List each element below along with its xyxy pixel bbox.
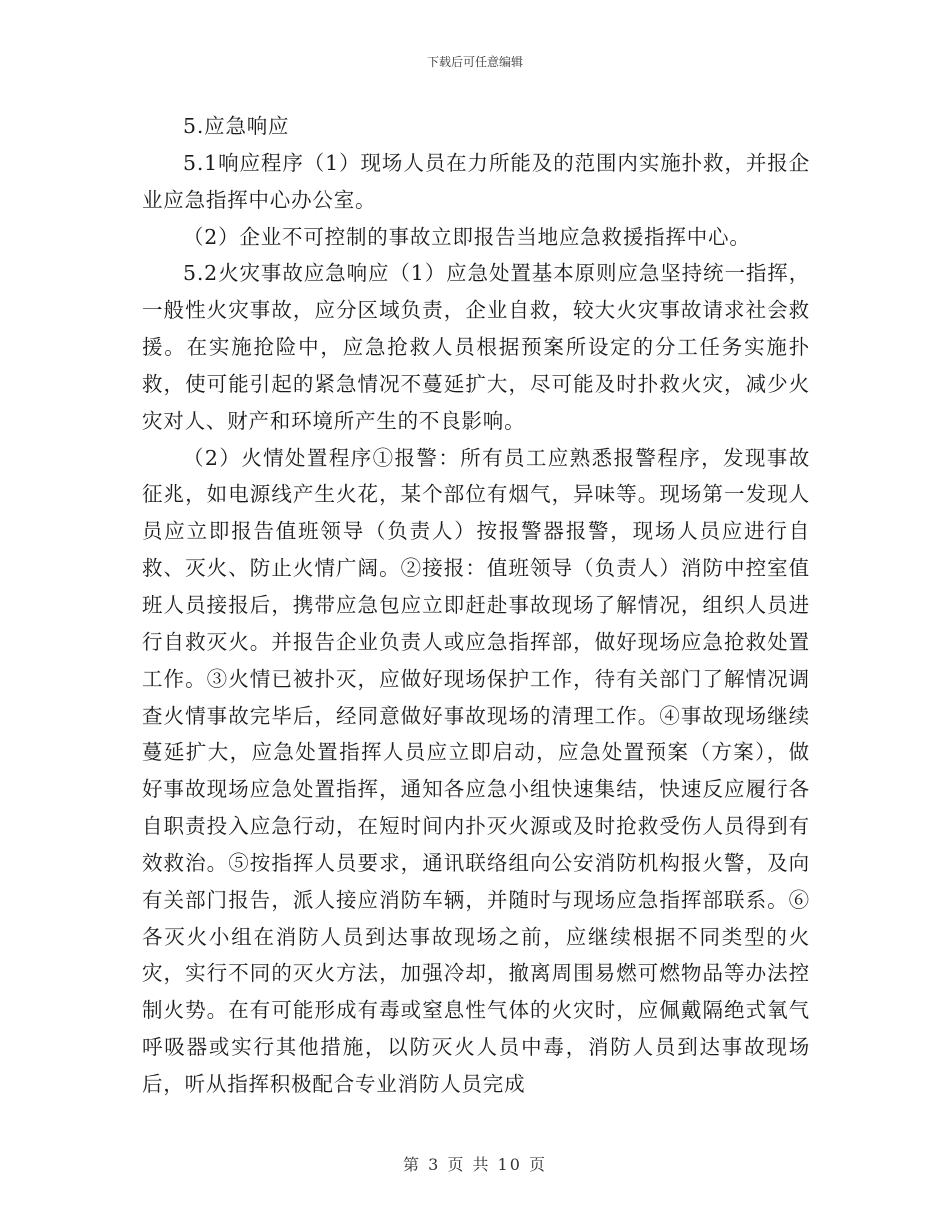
paragraph-fire-response: 5.2火灾事故应急响应（1）应急处置基本原则应急坚持统一指挥，一般性火灾事故，应分区域负责，企业自救，较大火灾事故请求社会救援。在实施抢险中，应急抢救人员根据预案所设定的分工任务实施扑救，使可能引起的紧急情况不蔓延扩大，尽可能及时扑救火灾，减少火灾对人、财产和环境所产生的不良影响。 [142, 261, 810, 433]
page-header-note: 下载后可任意编辑 [426, 55, 523, 69]
paragraph-response-procedure: 5.1响应程序（1）现场人员在力所能及的范围内实施扑救，并报企业应急指挥中心办公室。 [142, 150, 810, 212]
document-body [142, 108, 810, 1103]
paragraph-uncontrollable-report: （2）企业不可控制的事故立即报告当地应急救援指挥中心。 [183, 224, 751, 249]
section-heading: 5.应急响应 [183, 114, 290, 138]
paragraph-fire-procedure: （2）火情处置程序①报警：所有员工应熟悉报警程序，发现事故征兆，如电源线产生火花，某个部位有烟气，异味等。现场第一发现人员应立即报告值班领导（负责人）按报警器报警，现场人员应进行自救、灭火、防止火情广阔。②接报：值班领导（负责人）消防中控室值班人员接报后，携带应急包应立即赶赴事故现场了解情况，组织人员进行自救灭火。并报告企业负责人或应急指挥部，做好现场应急抢救处置工作。③火情已被扑灭，应做好现场保护工作，待有关部门了解情况调查火情事故完毕后，经同意做好事故现场的清理工作。④事故现场继续蔓延扩大，应急处置指挥人员应立即启动，应急处置预案（方案），做好事故现场应急处置指挥，通知各应急小组快速集结，快速反应履行各自职责投入应急行动，在短时间内扑灭火源或及时抢救受伤人员得到有效救治。⑤按指挥人员要求，通讯联络组向公安消防机构报火警，及向有关部门报告，派人接应消防车辆，并随时与现场应急指挥部联系。⑥各灭火小组在消防人员到达事故现场之前，应继续根据不同类型的火灾，实行不同的灭火方法，加强冷却，撤离周围易燃可燃物品等办法控制火势。在有可能形成有毒或窒息性气体的火灾时，应佩戴隔绝式氧气呼吸器或实行其他措施，以防灭火人员中毒，消防人员到达事故现场后，听从指挥积极配合专业消防人员完成 [142, 445, 810, 1096]
page-number: 第 3 页 共 10 页 [403, 1155, 547, 1174]
